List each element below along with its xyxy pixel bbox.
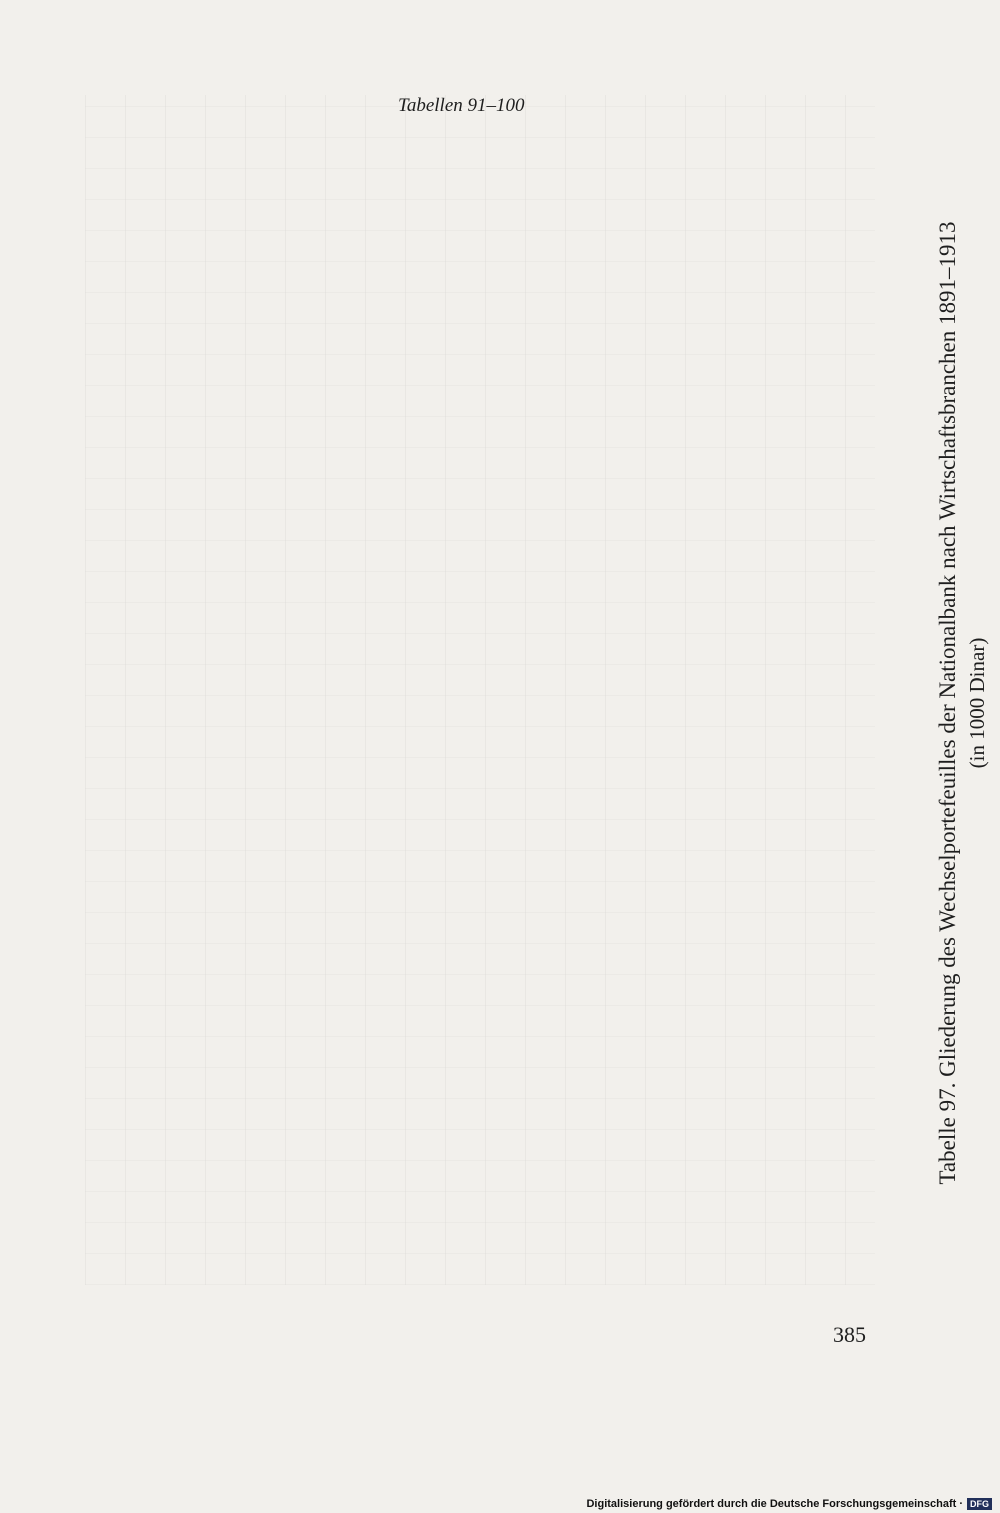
table-title: Tabelle 97. Gliederung des Wechselportefeuilles der Nationalbank nach Wirtschaftsbranchen 1891–1913 xyxy=(935,221,960,1185)
digitization-footer xyxy=(586,1498,992,1510)
page-number: 385 xyxy=(833,1322,866,1347)
bleed-through-background xyxy=(85,95,875,1285)
rotated-table-block xyxy=(935,63,1000,1253)
table-subtitle: (in 1000 Dinar) xyxy=(965,637,989,769)
dfg-logo: DFG xyxy=(967,1498,992,1510)
footer-text: Digitalisierung gefördert durch die Deutsche Forschungsgemeinschaft · xyxy=(586,1498,963,1510)
running-head: Tabellen 91–100 xyxy=(398,95,525,116)
